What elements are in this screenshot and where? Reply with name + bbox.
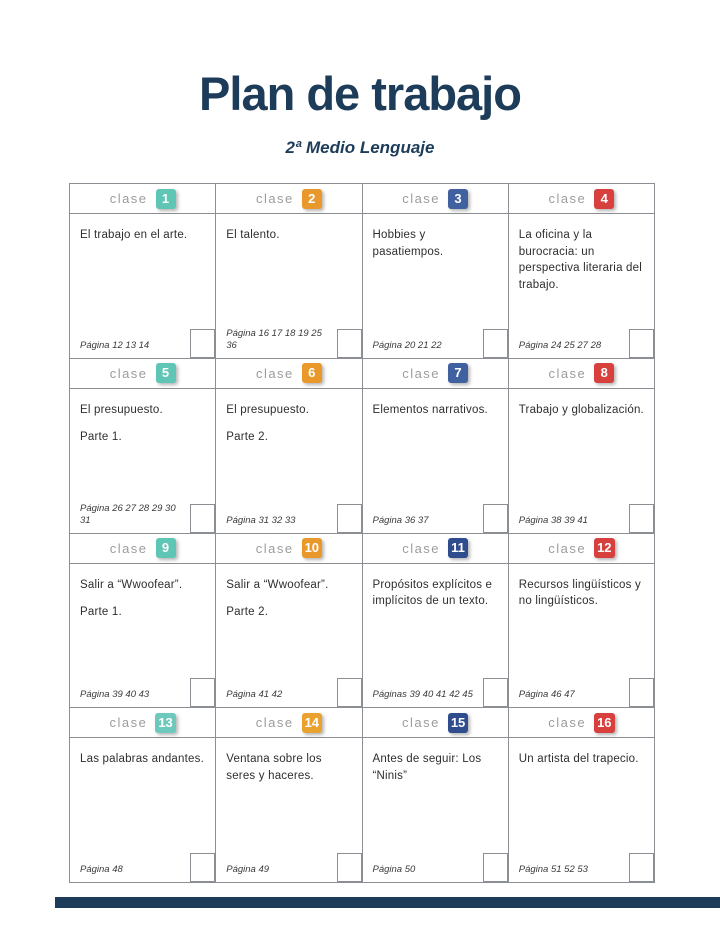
class-number-badge: 16	[594, 713, 614, 733]
class-label: clase	[109, 715, 148, 731]
card-topic-text: Las palabras andantes.	[80, 753, 204, 766]
class-label: clase	[548, 191, 587, 206]
card-topic-text: Un artista del trapecio.	[518, 753, 639, 766]
card-header	[509, 708, 654, 738]
card-topic-text: El trabajo en el arte.	[80, 229, 188, 241]
class-number-badge: 14	[302, 713, 322, 733]
page-numbers: Página 41 42	[226, 689, 283, 701]
card-topic-text: El presupuesto. Parte 2.	[226, 403, 310, 444]
card-header	[363, 708, 508, 738]
card-header	[216, 184, 361, 214]
class-label: clase	[109, 191, 148, 206]
class-label: clase	[255, 191, 294, 206]
class-card-4	[509, 184, 655, 359]
class-number-badge: 13	[155, 713, 175, 733]
class-card-10	[216, 534, 362, 709]
card-topic-text: Trabajo y globalización.	[518, 403, 644, 416]
class-card-9	[70, 534, 216, 709]
completion-checkbox[interactable]	[629, 853, 654, 882]
class-label: clase	[402, 191, 441, 206]
class-card-5	[70, 359, 216, 534]
completion-checkbox[interactable]	[190, 853, 215, 882]
class-label: clase	[402, 365, 441, 381]
class-number-badge: 10	[302, 538, 322, 558]
completion-checkbox[interactable]	[337, 853, 362, 882]
card-header	[363, 359, 508, 389]
class-label: clase	[401, 715, 440, 731]
class-card-2	[216, 184, 362, 359]
class-number-badge: 6	[302, 363, 322, 383]
completion-checkbox[interactable]	[190, 329, 215, 358]
page-numbers: Página 49	[226, 864, 270, 876]
card-topic-text: Elementos narrativos.	[372, 403, 488, 416]
card-header	[363, 534, 508, 564]
class-number-badge: 3	[448, 189, 468, 209]
completion-checkbox[interactable]	[337, 504, 362, 533]
page-numbers: Página 38 39 41	[518, 514, 588, 526]
class-label: clase	[255, 540, 294, 556]
class-number-badge: 5	[156, 363, 176, 383]
card-topic-text: Antes de seguir: Los “Ninis”	[372, 753, 482, 782]
page-numbers: Página 50	[372, 864, 416, 876]
page-numbers: Páginas 39 40 41 42 45	[372, 689, 473, 701]
page-numbers: Página 36 37	[372, 514, 429, 526]
card-topic-text: Ventana sobre los seres y haceres.	[226, 753, 322, 782]
page-numbers: Página 39 40 43	[80, 689, 150, 701]
class-number-badge: 2	[302, 189, 322, 209]
completion-checkbox[interactable]	[190, 504, 215, 533]
card-header	[509, 534, 654, 564]
card-topic-text: Recursos lingüísticos y no lingüísticos.	[518, 578, 641, 608]
class-card-7	[363, 359, 509, 534]
class-number-badge: 12	[594, 538, 614, 558]
class-label: clase	[402, 540, 441, 556]
class-card-15	[363, 708, 509, 883]
completion-checkbox[interactable]	[190, 678, 215, 707]
completion-checkbox[interactable]	[629, 678, 654, 707]
card-topic-text: El presupuesto. Parte 1.	[80, 403, 163, 444]
completion-checkbox[interactable]	[337, 329, 362, 358]
card-header	[70, 708, 215, 738]
card-topic-text: Propósitos explícitos e implícitos de un texto.	[372, 578, 493, 608]
page-numbers: Página 24 25 27 28	[518, 339, 602, 351]
class-number-badge: 15	[448, 713, 468, 733]
class-number-badge: 9	[156, 538, 176, 558]
completion-checkbox[interactable]	[629, 504, 654, 533]
class-plan-grid	[69, 183, 655, 883]
completion-checkbox[interactable]	[629, 329, 654, 358]
class-label: clase	[548, 540, 587, 556]
page-numbers: Página 26 27 28 29 30 31	[80, 502, 176, 526]
card-header	[363, 184, 508, 214]
class-card-13	[70, 708, 216, 883]
class-number-badge: 4	[594, 189, 614, 209]
card-header	[70, 534, 215, 564]
card-header	[70, 359, 215, 389]
card-header	[509, 184, 654, 214]
class-label: clase	[255, 715, 294, 731]
class-card-14	[216, 708, 362, 883]
class-label: clase	[109, 365, 148, 381]
page-subtitle: 2ª Medio Lenguaje	[285, 138, 435, 157]
class-label: clase	[109, 540, 148, 556]
page-numbers: Página 16 17 18 19 25 36	[226, 328, 322, 351]
completion-checkbox[interactable]	[483, 504, 508, 533]
card-header	[509, 359, 654, 389]
class-card-1	[70, 184, 216, 359]
page-numbers: Página 31 32 33	[226, 514, 296, 526]
card-topic-text: Hobbies y pasatiempos.	[372, 229, 444, 258]
page-title: Plan de trabajo	[199, 67, 521, 120]
completion-checkbox[interactable]	[483, 329, 508, 358]
completion-checkbox[interactable]	[483, 853, 508, 882]
class-label: clase	[548, 715, 587, 731]
class-card-16	[509, 708, 655, 883]
class-card-3	[363, 184, 509, 359]
completion-checkbox[interactable]	[337, 678, 362, 707]
class-number-badge: 7	[448, 363, 468, 383]
class-card-6	[216, 359, 362, 534]
class-label: clase	[548, 365, 587, 381]
page-numbers: Página 20 21 22	[372, 339, 442, 351]
class-card-8	[509, 359, 655, 534]
class-number-badge: 8	[594, 363, 614, 383]
card-header	[70, 184, 215, 214]
card-topic-text: El talento.	[226, 229, 280, 241]
card-header	[216, 359, 361, 389]
class-label: clase	[255, 365, 294, 381]
card-header	[216, 534, 361, 564]
card-topic-text: Salir a “Wwoofear”. Parte 2.	[226, 578, 329, 619]
class-card-11	[363, 534, 509, 709]
class-card-12	[509, 534, 655, 709]
card-topic-text: Salir a “Wwoofear”. Parte 1.	[80, 578, 183, 619]
page-numbers: Página 51 52 53	[518, 864, 588, 876]
card-topic-text: La oficina y la burocracia: un perspectiva literaria del trabajo.	[518, 229, 643, 292]
class-number-badge: 1	[156, 189, 176, 209]
footer-accent-bar	[55, 897, 720, 908]
class-number-badge: 11	[448, 538, 468, 558]
page-numbers: Página 46 47	[518, 689, 575, 701]
page-numbers: Página 48	[80, 864, 123, 876]
completion-checkbox[interactable]	[483, 678, 508, 707]
card-header	[216, 708, 361, 738]
page-numbers: Página 12 13 14	[80, 339, 150, 351]
